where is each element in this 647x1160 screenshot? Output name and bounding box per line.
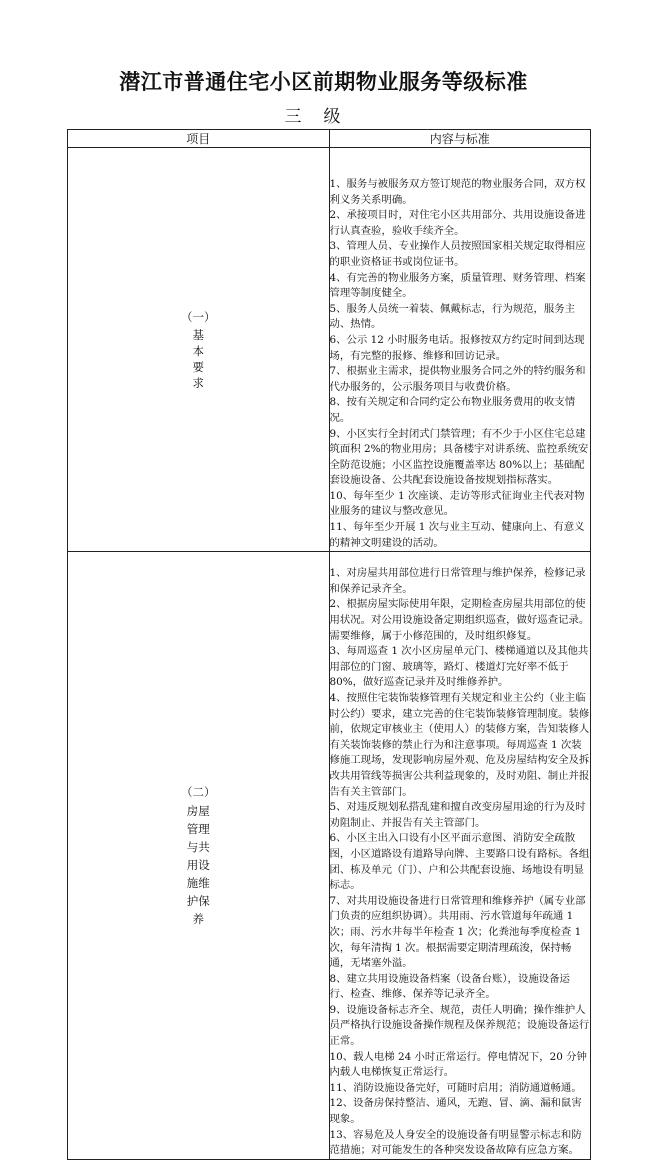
- requirement-item: 11、消防设施设备完好，可随时启用；消防通道畅通。: [329, 1081, 582, 1094]
- requirement-item: 2、承接项目时，对住宅小区共用部分、共用设施设备进行认真查验，验收手续齐全。: [329, 209, 586, 237]
- requirement-list: [330, 177, 591, 551]
- header-content: 内容与标准: [329, 130, 591, 148]
- requirement-item: 1、对房屋共用部位进行日常管理与维护保养，检修记录和保养记录齐全。: [329, 567, 586, 595]
- section-housing-maintenance: [68, 552, 591, 1160]
- requirement-list: [330, 566, 591, 1159]
- section-category-cell: [68, 552, 330, 1160]
- section-number: （一）: [181, 309, 216, 324]
- requirement-item: 12、设备房保持整洁、通风，无跑、冒、滴、漏和鼠害现象。: [329, 1097, 582, 1126]
- section-content-cell: [329, 552, 591, 1160]
- requirement-item: 8、按有关规定和合同约定公布物业服务费用的收支情况。: [329, 396, 576, 424]
- requirement-item: 4、有完善的物业服务方案，质量管理、财务管理、档案管理等制度健全。: [329, 271, 586, 300]
- requirement-item: 11、每年至少开展 1 次与业主互动、健康向上、有意义的精神文明建设的活动。: [329, 521, 585, 549]
- requirement-item: 7、对共用设施设备进行日常管理和维修养护（属专业部门负责的应组织协调）。共用雨、污水管道每年疏通 1 次；雨、污水井每半年检查 1 次；化粪池每季度检查 1 次，每年清掏 1 次。根据需要定期清理疏浚，保持畅通，无堵塞外溢。: [329, 894, 586, 970]
- header-item: 项目: [68, 130, 330, 148]
- section-category-cell: [68, 148, 330, 552]
- requirement-item: 5、对违反规划私搭乱建和擅自改变房屋用途的行为及时劝阻制止、并报告有关主管部门。: [329, 801, 586, 829]
- requirement-item: 7、根据业主需求，提供物业服务合同之外的特约服务和代办服务的，公示服务项目与收费价格。: [329, 365, 586, 393]
- requirement-item: 13、容易危及人身安全的设施设备有明显警示标志和防范措施；对可能发生的各种突发设备故障有应急方案。: [329, 1128, 582, 1157]
- requirement-item: 3、每周巡查 1 次小区房屋单元门、楼梯通道以及其他共用部位的门窗、玻璃等，路灯、楼道灯完好率不低于 80%，做好巡查记录并及时维修养护。: [329, 645, 589, 689]
- section-number: （二）: [181, 784, 216, 799]
- section-name: 基本要求: [192, 327, 204, 390]
- requirement-item: 8、建立共用设施设备档案（设备台账），设施设备运行、检查、维修、保养等记录齐全。: [329, 972, 570, 1001]
- requirement-item: 3、管理人员、专业操作人员按照国家相关规定取得相应的职业资格证书或岗位证书。: [329, 240, 586, 268]
- requirement-item: 10、每年至少 1 次座谈、走访等形式征询业主代表对物业服务的建议与整改意见。: [329, 489, 585, 518]
- section-basic-requirements: [68, 148, 591, 552]
- section-name: 房屋管理与共用设施维护保养: [186, 803, 210, 926]
- requirement-item: 2、根据房屋实际使用年限，定期检查房屋共用部位的使用状况。对公用设施设备定期组织巡查，做好巡查记录。需要维修，属于小修范围的，及时组织修复。: [329, 598, 590, 642]
- requirement-item: 1、服务与被服务双方签订规范的物业服务合同，双方权利义务关系明确。: [329, 178, 586, 206]
- requirement-item: 5、服务人员统一着装、佩戴标志，行为规范，服务主动、热情。: [329, 302, 576, 331]
- requirement-item: 10、载人电梯 24 小时正常运行。停电情况下，20 分钟内载人电梯恢复正常运行。: [329, 1050, 587, 1079]
- section-content-cell: [329, 148, 591, 552]
- document-subtitle: 三级: [284, 107, 363, 127]
- requirement-item: 6、小区主出入口设有小区平面示意图、消防安全疏散图，小区道路设有道路导向牌、主要路口设有路标。各组团、栋及单元（门）、户和公共配套设施、场地设有明显标志。: [329, 832, 590, 892]
- requirement-item: 9、小区实行全封闭式门禁管理；有不少于小区住宅总建筑面积 2%的物业用房；具备楼宇对讲系统、监控系统安全防范设施；小区监控设施覆盖率达 80%以上；基础配套设施设备、公共配套设施设备按规划指标落实。: [329, 427, 589, 487]
- requirement-item: 6、公示 12 小时服务电话。报修按双方约定时间到达现场，有完整的报修、维修和回访记录。: [329, 333, 585, 362]
- requirement-item: 4、按照住宅装饰装修管理有关规定和业主公约（业主临时公约）要求，建立完善的住宅装饰装修管理制度。装修前，依规定审核业主（使用人）的装修方案，告知装修人有关装饰装修的禁止行为和注意事项。每周巡查 1 次装修施工现场，发现影响房屋外观、危及房屋结构安全及拆改共用管线等损害公共利益现象的，及时劝阻、制止并报告有关主管部门。: [329, 692, 590, 798]
- table-header-row: [68, 130, 591, 148]
- document-title: 潜江市普通住宅小区前期物业服务等级标准: [119, 69, 528, 94]
- requirement-item: 9、设施设备标志齐全、规范，责任人明确；操作维护人员严格执行设施设备操作规程及保养规范；设施设备运行正常。: [329, 1003, 590, 1048]
- service-standard-table: [67, 129, 591, 1160]
